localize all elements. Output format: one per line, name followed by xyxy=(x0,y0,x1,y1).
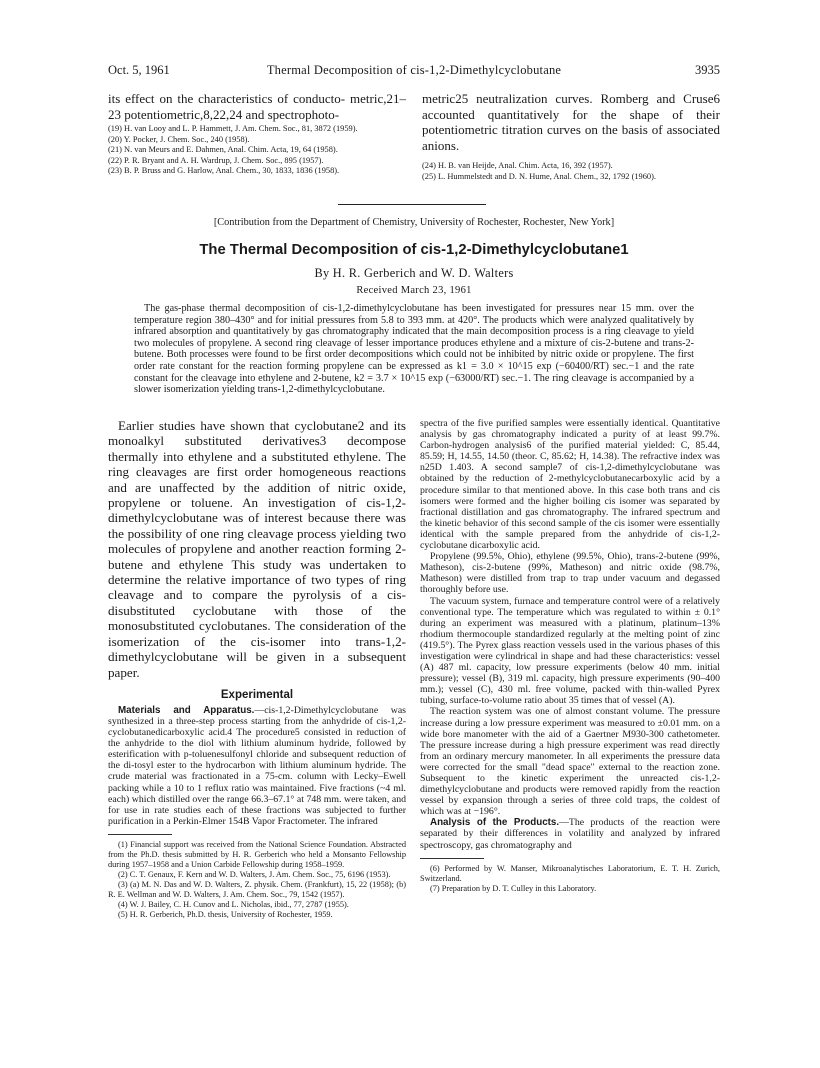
footnote: (7) Preparation by D. T. Culley in this Laboratory. xyxy=(430,883,597,893)
footnote: (2) C. T. Genaux, F. Kern and W. D. Walters, J. Am. Chem. Soc., 75, 6196 (1953). xyxy=(118,869,391,879)
materials-text: —cis-1,2-Dimethylcyclobutane was synthesized in a three-step process starting from the anhydride of cis-1,2-cyclobutanedicarboxylic acid.4 The procedure5 consisted in reduction of the anhydride to the diol with lithium aluminum hydride, followed by esterification with p-toluenesulfonyl chloride and subsequent reduction of the di-tosyl ester to the hydrocarbon with lithium aluminum hydride. The crude material was fractionated in a 75-cm. column with Lecky–Ewell packing while a 10 to 1 reflux ratio was maintained. Five fractions (~4 ml. each) which distilled over the range 66.3–67.1° at 748 mm. were taken, and for use in rate studies each of these fractions was subjected to further purification in a Perkin-Elmer 154B Vapor Fractometer. The infrared xyxy=(108,704,406,827)
footnote: (6) Performed by W. Manser, Mikroanalytisches Laboratorium, E. T. H. Zurich, Switzerland. xyxy=(420,863,720,883)
reference-item: (24) H. B. van Heijde, Anal. Chim. Acta, 16, 392 (1957). xyxy=(422,161,613,170)
run-in-heading: Analysis of the Products. xyxy=(430,817,560,829)
run-in-heading: Materials and Apparatus. xyxy=(118,704,255,716)
footnote-divider xyxy=(420,858,484,859)
footnote: (3) (a) M. N. Das and W. D. Walters, Z. physik. Chem. (Frankfurt), 15, 22 (1958); (b) R. E. Wellman and W. D. Walters, J. Am. Chem. Soc., 79, 1542 (1957). xyxy=(108,879,406,899)
section-heading-experimental: Experimental xyxy=(220,688,294,701)
reference-list-left xyxy=(108,124,406,177)
procedure-paragraph: The reaction system was one of almost constant volume. The pressure increase during a low pressure experiment was measured to ±0.01 mm. on a wide bore manometer with the aid of a Gaertner M930-300 cathetometer. The pressure increase during a high pressure experiment was read directly from an ordinary mercury manometer. In all experiments the pressure data were corrected for the small "dead space" external to the reaction zone. Subsequent to the kinetic experiment the unreacted cis-1,2-dimethylcyclobutane and products were removed rapidly from the reaction vessel by expansion through a series of three cold traps, the coldest of which was at −196°. xyxy=(420,706,720,818)
previous-article-text: its effect on the characteristics of conducto- metric,21–23 potentiometric,8,22,24 and spectrophoto- xyxy=(108,91,406,122)
introduction-paragraph: Earlier studies have shown that cyclobutane2 and its monoalkyl substituted derivatives3 decompose thermally into ethylene and a substituted ethylene. The ring cleavages are first order homogeneous reactions and are unaffected by the addition of nitric oxide, propylene or toluene. An investigation of cis-1,2-dimethylcyclobutane was of interest because there was the possibility of one ring cleavage process yielding two molecules of propylene and another reaction forming 2-butene and ethylene This study was undertaken to determine the relative importance of two types of ring cleavage and to compare the pyrolysis of a cis-disubstituted cyclobutane with those of the monosubstituted cyclobutanes. The consideration of the isomerization of the cis-isomer into trans-1,2-dimethylcyclobutane will be given in a subsequent paper. xyxy=(108,418,406,680)
purity-paragraph: spectra of the five purified samples were essentially identical. Quantitative analysis by gas chromatography indicated a purity of at least 99.7%. Carbon-hydrogen analysis6 of the purified material yielded: C, 85.44, 85.59; H, 14.55, 14.50 (theor. C, 85.62; H, 14.38). The refractive index was n25D 1.403. A second sample7 of cis-1,2-dimethylcyclobutane was obtained by the reduction of 2-methylcyclobutanecarboxylic acid by a procedure similar to that mentioned above. In this case both trans and cis isomers were formed and the higher boiling cis isomer was separated by fractional distillation and gas chromatography. The infrared spectrum and the kinetic behavior of this second sample of the cis isomer were essentially identical with the sample prepared from the anhydride of cis-1,2-cyclobutane dicarboxylic acid. xyxy=(420,418,720,552)
previous-article-text: metric25 neutralization curves. Romberg and Cruse6 accounted quantitatively for the shape of their potentiometric titration curves on the basis of associated anions. xyxy=(422,91,720,153)
running-title: Thermal Decomposition of cis-1,2-Dimethylcyclobutane xyxy=(266,63,562,77)
page-number: 3935 xyxy=(695,63,720,77)
footnote: (5) H. R. Gerberich, Ph.D. thesis, University of Rochester, 1959. xyxy=(118,909,333,919)
materials-paragraph xyxy=(108,705,406,827)
analysis-text: —The products of the reaction were separated by their differences in volatility and analyzed by infrared spectroscopy, gas chromatography and xyxy=(420,817,720,851)
footnote: (4) W. J. Bailey, C. H. Cunov and L. Nicholas, ibid., 77, 2787 (1955). xyxy=(118,899,349,909)
reference-list-right xyxy=(422,161,720,182)
article-title: The Thermal Decomposition of cis-1,2-Dimethylcyclobutane1 xyxy=(199,242,629,258)
body-left-column xyxy=(108,418,406,920)
previous-article-right-column xyxy=(422,91,720,182)
reference-item: (25) L. Hummelstedt and D. N. Hume, Anal. Chem., 32, 1792 (1960). xyxy=(422,171,657,181)
reference-item: (21) N. van Meurs and E. Dahmen, Anal. Chim. Acta, 19, 64 (1958). xyxy=(108,145,338,155)
reference-item: (20) Y. Pocker, J. Chem. Soc., 240 (1958). xyxy=(108,134,250,144)
footnote-divider xyxy=(108,834,172,835)
footnotes-left xyxy=(108,840,406,920)
footnote: (1) Financial support was received from the National Science Foundation. Abstracted from the Ph.D. thesis submitted by H. R. Gerberich who held a Monsanto Fellowship during 1957–1958 and a Union Carbide Fellowship during 1958–1959. xyxy=(108,839,406,869)
reference-item: (23) B. P. Bruss and G. Harlow, Anal. Chem., 30, 1833, 1836 (1958). xyxy=(108,166,340,176)
reference-item: (22) P. R. Bryant and A. H. Wardrup, J. Chem. Soc., 895 (1957). xyxy=(108,155,324,165)
body-right-column xyxy=(420,418,720,894)
reference-item: (19) H. van Looy and L. P. Hammett, J. Am. Chem. Soc., 81, 3872 (1959). xyxy=(108,124,358,133)
reagents-paragraph: Propylene (99.5%, Ohio), ethylene (99.5%, Ohio), trans-2-butene (99%, Matheson), cis-2-butene (99%, Matheson) and nitric oxide (98.7%, Matheson) were distilled from trap to trap under vacuum and degassed thoroughly before use. xyxy=(420,551,720,596)
previous-article-left-column xyxy=(108,91,406,177)
issue-date: Oct. 5, 1961 xyxy=(108,63,170,77)
running-head xyxy=(108,62,720,78)
contribution-line: [Contribution from the Department of Chemistry, University of Rochester, Rochester, New York] xyxy=(213,217,615,228)
apparatus-paragraph: The vacuum system, furnace and temperature control were of a relatively conventional type. The temperature which was regulated to within ± 0.1° during an experiment was measured with a platinum, platinum–13% rhodium thermocouple standardized regularly at the melting point of zinc (419.5°). The Pyrex glass reaction vessels used in the various phases of this investigation were cylindrical in shape and had these characteristics: vessel (A) 487 ml. capacity, low pressure experiments (below 40 mm. initial pressure); vessel (B), 319 ml. capacity, high pressure experiments (90–400 mm.); vessel (C), 430 ml. free volume, packed with thin-walled Pyrex tubing, surface-to-volume ratio about 35 times that of vessel (A). xyxy=(420,595,720,707)
article-divider xyxy=(338,204,486,205)
article-abstract: The gas-phase thermal decomposition of cis-1,2-dimethylcyclobutane has been investigated for pressures near 15 mm. over the temperature region 380–430° and for initial pressures from 5.8 to 393 mm. at 420°. The products which were analyzed qualitatively by infrared absorption and quantitatively by gas chromatography indicated that the main decomposition process is a ring cleavage to yield two molecules of propylene. A second ring cleavage of lesser importance produces ethylene and a mixture of cis-2-butene and trans-2-butene. Both processes were found to be first order decompositions which could not be inhibited by nitric oxide or propylene. The first order rate constant for the reaction forming propylene can be expressed as k1 = 3.0 × 10^15 exp (−60400/RT) sec.−1 and the rate constant for the cleavage into ethylene and 2-butene, k2 = 3.7 × 10^15 exp (−63000/RT) sec.−1. The ring cleavage is accompanied by a slower isomerization yielding trans-1,2-dimethylcyclobutane. xyxy=(134,303,694,396)
article-authors: By H. R. Gerberich and W. D. Walters xyxy=(314,266,514,280)
received-date: Received March 23, 1961 xyxy=(356,285,472,296)
footnotes-right xyxy=(420,864,720,894)
analysis-paragraph xyxy=(420,817,720,850)
